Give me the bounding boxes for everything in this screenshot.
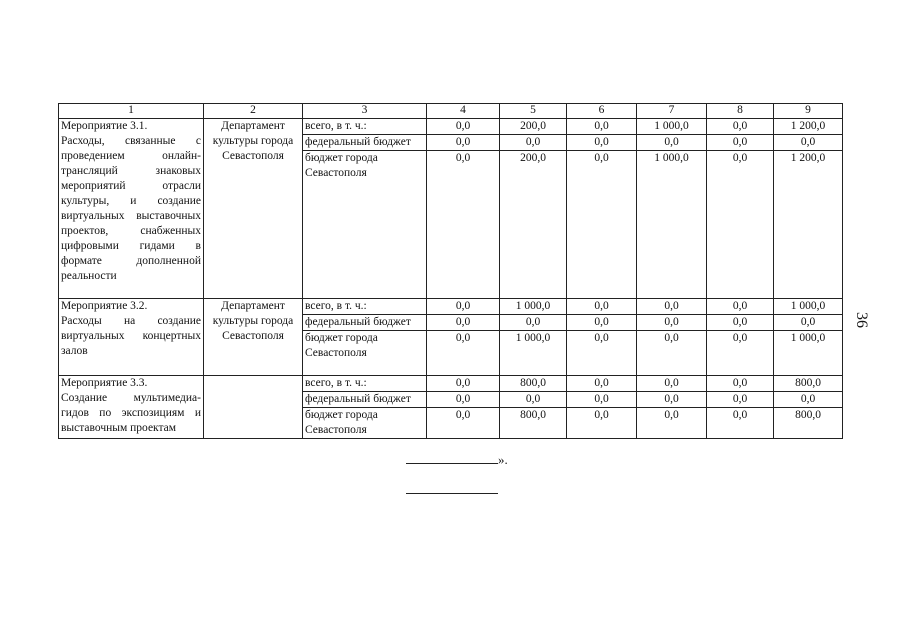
amount-cell: 0,0 xyxy=(500,135,567,151)
amount-cell: 0,0 xyxy=(637,392,707,408)
amount-cell: 0,0 xyxy=(774,315,843,331)
underline xyxy=(406,452,498,464)
amount-cell: 1 000,0 xyxy=(637,119,707,135)
department-cell: Департамент культуры города Севастополя xyxy=(204,119,303,299)
department-cell xyxy=(204,376,303,439)
footer-line xyxy=(406,493,498,494)
page-number: 36 xyxy=(853,312,870,328)
col-header: 4 xyxy=(427,104,500,119)
amount-cell: 0,0 xyxy=(567,135,637,151)
measure-cell xyxy=(59,299,204,376)
amount-cell: 0,0 xyxy=(774,135,843,151)
budget-table xyxy=(58,103,843,439)
funding-source-cell: всего, в т. ч.: xyxy=(303,119,427,135)
measure-title: Мероприятие 3.3. xyxy=(61,377,148,389)
amount-cell: 0,0 xyxy=(707,315,774,331)
funding-source-cell: федеральный бюджет xyxy=(303,315,427,331)
amount-cell: 0,0 xyxy=(427,392,500,408)
col-header: 7 xyxy=(637,104,707,119)
amount-cell: 0,0 xyxy=(500,392,567,408)
table-row xyxy=(59,299,843,315)
funding-source-cell: всего, в т. ч.: xyxy=(303,299,427,315)
col-header: 5 xyxy=(500,104,567,119)
amount-cell: 1 000,0 xyxy=(774,331,843,376)
measure-cell xyxy=(59,376,204,439)
amount-cell: 0,0 xyxy=(637,299,707,315)
table-row xyxy=(59,119,843,135)
amount-cell: 0,0 xyxy=(427,376,500,392)
department-cell: Департамент культуры города Севастополя xyxy=(204,299,303,376)
amount-cell: 0,0 xyxy=(637,135,707,151)
amount-cell: 0,0 xyxy=(707,119,774,135)
table-row xyxy=(59,376,843,392)
amount-cell: 0,0 xyxy=(707,299,774,315)
col-header: 6 xyxy=(567,104,637,119)
amount-cell: 0,0 xyxy=(707,151,774,299)
funding-source-cell: бюджет города Севастополя xyxy=(303,331,427,376)
measure-description: Расходы, связанные с проведением онлайн-трансляций знаковых мероприятий отрасли культуры, и создание виртуальных выставочных проектов, снабженных цифровыми гидами в формате дополненной реальности xyxy=(61,135,201,282)
funding-source-cell: федеральный бюджет xyxy=(303,135,427,151)
amount-cell: 1 000,0 xyxy=(500,331,567,376)
amount-cell: 0,0 xyxy=(567,299,637,315)
amount-cell: 0,0 xyxy=(427,119,500,135)
amount-cell: 0,0 xyxy=(637,376,707,392)
amount-cell: 0,0 xyxy=(774,392,843,408)
measure-title: Мероприятие 3.2. xyxy=(61,300,148,312)
closing-line xyxy=(406,452,508,468)
amount-cell: 0,0 xyxy=(567,119,637,135)
amount-cell: 0,0 xyxy=(707,408,774,439)
amount-cell: 1 000,0 xyxy=(637,151,707,299)
amount-cell: 0,0 xyxy=(707,392,774,408)
amount-cell: 0,0 xyxy=(567,315,637,331)
amount-cell: 0,0 xyxy=(637,315,707,331)
amount-cell: 200,0 xyxy=(500,151,567,299)
amount-cell: 1 200,0 xyxy=(774,151,843,299)
amount-cell: 0,0 xyxy=(427,151,500,299)
closing-mark: ». xyxy=(498,452,508,467)
amount-cell: 0,0 xyxy=(567,151,637,299)
amount-cell: 0,0 xyxy=(427,315,500,331)
header-row xyxy=(59,104,843,119)
funding-source-cell: бюджет города Севастополя xyxy=(303,151,427,299)
amount-cell: 1 000,0 xyxy=(774,299,843,315)
amount-cell: 0,0 xyxy=(567,331,637,376)
col-header: 3 xyxy=(303,104,427,119)
amount-cell: 0,0 xyxy=(567,376,637,392)
amount-cell: 1 000,0 xyxy=(500,299,567,315)
measure-title: Мероприятие 3.1. xyxy=(61,120,148,132)
amount-cell: 0,0 xyxy=(500,315,567,331)
table-body xyxy=(59,119,843,439)
amount-cell: 800,0 xyxy=(774,408,843,439)
amount-cell: 0,0 xyxy=(637,331,707,376)
col-header: 1 xyxy=(59,104,204,119)
amount-cell: 800,0 xyxy=(500,376,567,392)
amount-cell: 0,0 xyxy=(567,392,637,408)
amount-cell: 0,0 xyxy=(427,135,500,151)
amount-cell: 0,0 xyxy=(637,408,707,439)
amount-cell: 0,0 xyxy=(707,331,774,376)
funding-source-cell: бюджет города Севастополя xyxy=(303,408,427,439)
amount-cell: 0,0 xyxy=(567,408,637,439)
col-header: 9 xyxy=(774,104,843,119)
amount-cell: 800,0 xyxy=(774,376,843,392)
measure-description: Создание мультимедиа-гидов по экспозициям и выставочным проектам xyxy=(61,392,201,434)
amount-cell: 0,0 xyxy=(427,408,500,439)
amount-cell: 800,0 xyxy=(500,408,567,439)
funding-source-cell: всего, в т. ч.: xyxy=(303,376,427,392)
amount-cell: 200,0 xyxy=(500,119,567,135)
funding-source-cell: федеральный бюджет xyxy=(303,392,427,408)
col-header: 8 xyxy=(707,104,774,119)
amount-cell: 0,0 xyxy=(707,376,774,392)
col-header: 2 xyxy=(204,104,303,119)
amount-cell: 0,0 xyxy=(427,299,500,315)
measure-description: Расходы на создание виртуальных концертных залов xyxy=(61,315,201,357)
amount-cell: 1 200,0 xyxy=(774,119,843,135)
amount-cell: 0,0 xyxy=(427,331,500,376)
measure-cell xyxy=(59,119,204,299)
amount-cell: 0,0 xyxy=(707,135,774,151)
